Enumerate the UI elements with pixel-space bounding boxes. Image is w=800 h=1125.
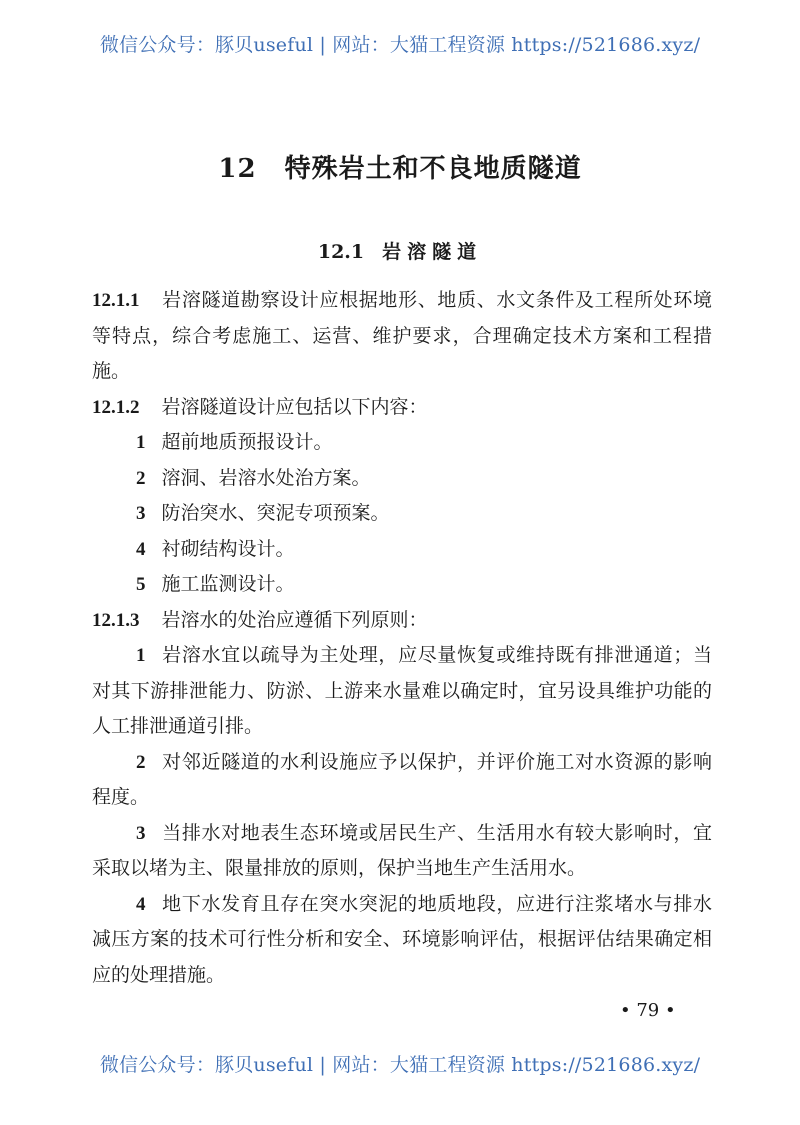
watermark-top: 微信公众号：豚贝useful | 网站：大猫工程资源 https://521686.xyz/ xyxy=(99,34,701,56)
item-text: 施工监测设计。 xyxy=(161,573,295,595)
clause-text: 岩溶隧道勘察设计应根据地形、地质、水文条件及工程所处环境等特点，综合考虑施工、运营、维护要求，合理确定技术方案和工程措施。 xyxy=(92,289,712,382)
clause-text: 岩溶水的处治应遵循下列原则： xyxy=(161,608,428,631)
section-heading xyxy=(0,237,800,264)
item-text: 防治突水、突泥专项预案。 xyxy=(161,502,390,524)
clause-12-1-1 xyxy=(92,283,712,390)
item-number: 2 xyxy=(136,751,146,773)
section-number: 12.1 xyxy=(317,241,365,263)
chapter-title: 特殊岩土和不良地质隧道 xyxy=(284,154,582,184)
clause-12-1-3 xyxy=(92,603,712,639)
chapter-heading xyxy=(0,148,800,185)
page-number: • 79 • xyxy=(620,1000,676,1021)
item-text: 当排水对地表生态环境或居民生产、生活用水有较大影响时，宜采取以堵为主、限量排放的原则，保护当地生产生活用水。 xyxy=(92,821,712,879)
item-text: 对邻近隧道的水利设施应予以保护，并评价施工对水资源的影响程度。 xyxy=(92,750,712,808)
item-number: 3 xyxy=(136,503,146,524)
item-text: 岩溶水宜以疏导为主处理，应尽量恢复或维持既有排泄通道；当对其下游排泄能力、防淤、上游来水量难以确定时，宜另设具维护功能的人工排泄通道引排。 xyxy=(92,644,712,737)
section-title: 岩溶隧道 xyxy=(382,241,483,263)
list-item xyxy=(92,816,712,887)
item-number: 4 xyxy=(136,538,146,560)
list-item xyxy=(92,461,712,497)
item-text: 超前地质预报设计。 xyxy=(161,431,333,453)
clause-12-1-2 xyxy=(92,390,712,426)
item-number: 5 xyxy=(136,574,146,595)
item-number: 2 xyxy=(136,467,146,489)
clause-number: 12.1.1 xyxy=(92,290,140,311)
item-text: 衬砌结构设计。 xyxy=(161,537,295,560)
chapter-number: 12 xyxy=(218,154,257,184)
list-item xyxy=(92,887,712,994)
watermark-bottom: 微信公众号：豚贝useful | 网站：大猫工程资源 https://521686.xyz/ xyxy=(99,1054,701,1076)
item-number: 1 xyxy=(136,645,146,666)
clause-number: 12.1.2 xyxy=(92,396,140,418)
document-body xyxy=(92,283,712,993)
list-item xyxy=(92,567,712,603)
list-item xyxy=(92,496,712,532)
item-number: 3 xyxy=(136,822,146,844)
item-text: 地下水发育且存在突水突泥的地质地段，应进行注浆堵水与排水减压方案的技术可行性分析和安全、环境影响评估，根据评估结果确定相应的处理措施。 xyxy=(92,892,712,986)
clause-number: 12.1.3 xyxy=(92,609,140,631)
list-item xyxy=(92,638,712,745)
list-item xyxy=(92,425,712,461)
item-number: 4 xyxy=(136,893,146,915)
item-text: 溶洞、岩溶水处治方案。 xyxy=(161,466,371,489)
list-item xyxy=(92,532,712,568)
item-number: 1 xyxy=(136,432,146,453)
clause-text: 岩溶隧道设计应包括以下内容： xyxy=(161,395,428,418)
list-item xyxy=(92,745,712,816)
